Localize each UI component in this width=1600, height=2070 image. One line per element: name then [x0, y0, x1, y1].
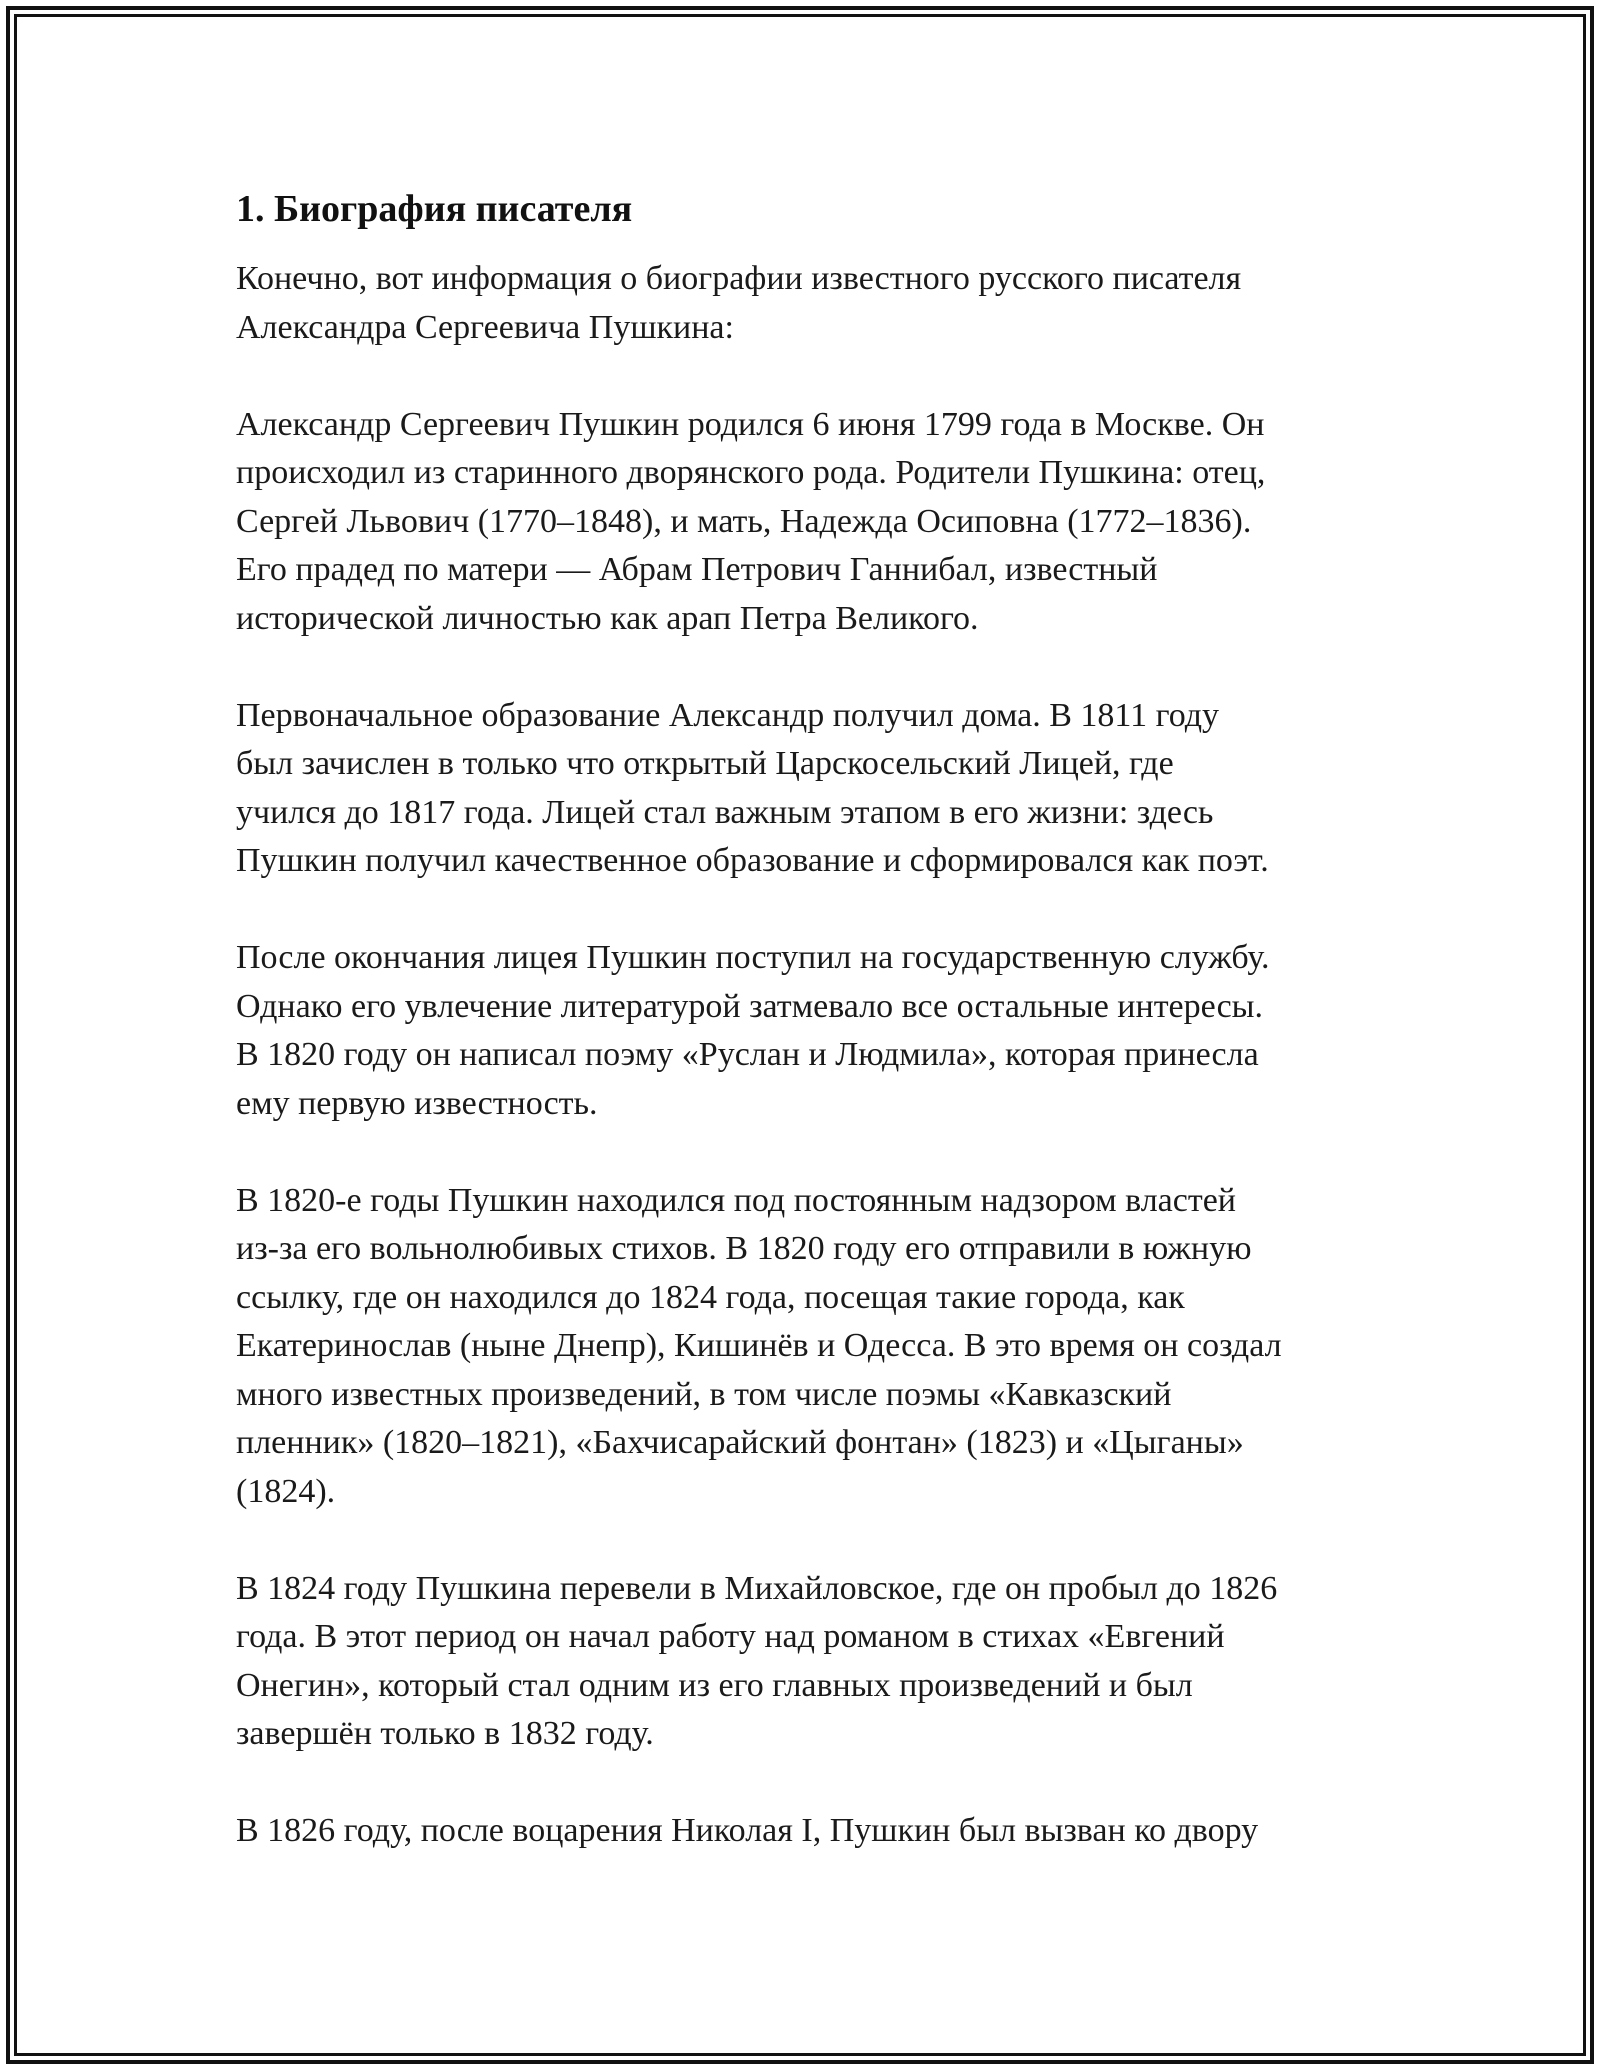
text-line: происходил из старинного дворянского рода. Родители Пушкина: отец, — [236, 454, 1266, 491]
text-line: исторической личностью как арап Петра Великого. — [236, 599, 979, 637]
paragraph-exile — [236, 1177, 1416, 1517]
text-line: Пушкин получил качественное образование и сформировался как поэт. — [236, 842, 1269, 879]
text-line: В 1826 году, после воцарения Николая I, Пушкин был вызван ко двору — [236, 1812, 1259, 1849]
text-line: пленник» (1820–1821), «Бахчисарайский фонтан» (1823) и «Цыганы» — [236, 1424, 1244, 1461]
text-line: завершён только в 1832 году. — [236, 1715, 654, 1752]
text-line: Онегин», который стал одним из его главных произведений и был — [236, 1666, 1193, 1704]
text-line: Александра Сергеевича Пушкина: — [236, 308, 734, 346]
paragraph-birth — [236, 401, 1416, 644]
document-body — [236, 185, 1416, 1904]
text-line: Екатеринослав (ныне Днепр), Кишинёв и Одесса. В это время он создал — [236, 1327, 1282, 1364]
text-line: учился до 1817 года. Лицей стал важным этапом в его жизни: здесь — [236, 793, 1214, 831]
text-line: В 1820 году он написал поэму «Руслан и Людмила», которая принесла — [236, 1036, 1259, 1073]
text-line: года. В этот период он начал работу над романом в стихах «Евгений — [236, 1618, 1225, 1655]
text-line: Первоначальное образование Александр получил дома. В 1811 году — [236, 696, 1220, 734]
paragraph-service — [236, 934, 1416, 1128]
text-line: был зачислен в только что открытый Царскосельский Лицей, где — [236, 745, 1174, 782]
text-line: После окончания лицея Пушкин поступил на государственную службу. — [236, 939, 1270, 976]
text-line: Конечно, вот информация о биографии известного русского писателя — [236, 260, 1242, 297]
text-line: В 1824 году Пушкина перевели в Михайловское, где он пробыл до 1826 — [236, 1569, 1278, 1607]
text-line: из-за его вольнолюбивых стихов. В 1820 году его отправили в южную — [236, 1230, 1252, 1267]
paragraph-court — [236, 1807, 1416, 1856]
paragraph-intro — [236, 255, 1416, 352]
text-line: (1824). — [236, 1472, 336, 1510]
section-heading: 1. Биография писателя — [236, 188, 633, 230]
text-line: много известных произведений, в том числе поэмы «Кавказский — [236, 1375, 1172, 1413]
text-line: Александр Сергеевич Пушкин родился 6 июня 1799 года в Москве. Он — [236, 405, 1265, 443]
text-line: Его прадед по матери — Абрам Петрович Ганнибал, известный — [236, 551, 1158, 588]
paragraph-education — [236, 692, 1416, 886]
paragraph-mikhailovskoe — [236, 1565, 1416, 1759]
text-line: ссылку, где он находился до 1824 года, посещая такие города, как — [236, 1278, 1185, 1316]
text-line: В 1820-е годы Пушкин находился под постоянным надзором властей — [236, 1181, 1236, 1219]
text-line: ему первую известность. — [236, 1084, 598, 1122]
text-line: Сергей Львович (1770–1848), и мать, Надежда Осиповна (1772–1836). — [236, 502, 1252, 540]
text-line: Однако его увлечение литературой затмевало все остальные интересы. — [236, 987, 1264, 1025]
